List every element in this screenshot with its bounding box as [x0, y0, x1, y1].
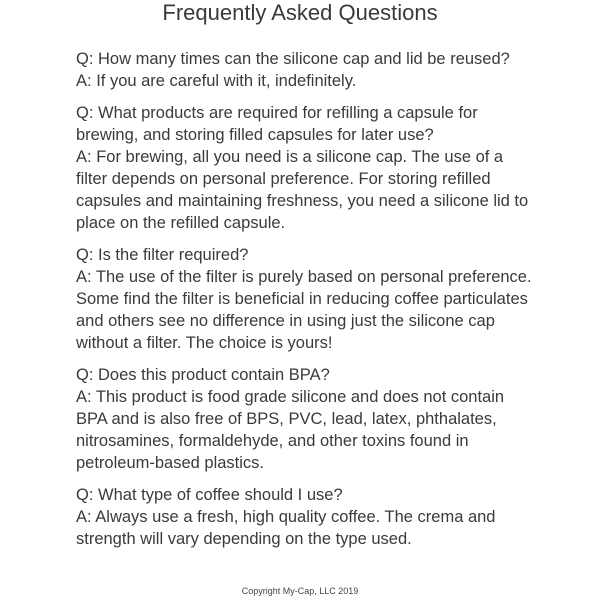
faq-item	[76, 364, 536, 474]
answer-prefix: A:	[76, 388, 92, 406]
faq-item	[76, 102, 536, 234]
question-prefix: Q:	[76, 246, 94, 264]
answer-text: This product is food grade silicone and does not contain BPA and is also free of BPS, PVC, lead, latex, phthalates, nitrosamines, formaldehyde, and other toxins found in petroleum-based plastics.	[76, 388, 505, 472]
question-text: What products are required for refilling a capsule for brewing, and storing filled capsules for later use?	[76, 104, 478, 144]
page-title: Frequently Asked Questions	[162, 0, 438, 25]
answer-text: The use of the filter is purely based on personal preference. Some find the filter is beneficial in reducing coffee particulates and others see no difference in using just the silicone cap without a filter. The choice is yours!	[76, 268, 532, 352]
answer-prefix: A:	[76, 148, 92, 166]
faq-list	[76, 48, 536, 560]
faq-item	[76, 48, 536, 92]
faq-answer	[76, 266, 536, 354]
faq-question	[76, 484, 536, 506]
question-prefix: Q:	[76, 50, 94, 68]
answer-text: Always use a fresh, high quality coffee. The crema and strength will vary depending on the type used.	[76, 508, 496, 548]
question-text: Does this product contain BPA?	[98, 366, 330, 384]
question-prefix: Q:	[76, 486, 94, 504]
faq-question	[76, 48, 536, 70]
answer-prefix: A:	[76, 508, 92, 526]
answer-prefix: A:	[76, 72, 92, 90]
answer-text: For brewing, all you need is a silicone cap. The use of a filter depends on personal preference. For storing refilled capsules and maintaining freshness, you need a silicone lid to place on the refilled capsule.	[76, 148, 529, 232]
faq-answer	[76, 386, 536, 474]
answer-prefix: A:	[76, 268, 92, 286]
faq-question	[76, 102, 536, 146]
question-prefix: Q:	[76, 104, 94, 122]
question-text: How many times can the silicone cap and lid be reused?	[98, 50, 510, 68]
answer-text: If you are careful with it, indefinitely.	[96, 72, 357, 90]
copyright-notice: Copyright My-Cap, LLC 2019	[241, 586, 359, 596]
faq-item	[76, 484, 536, 550]
faq-question	[76, 364, 536, 386]
question-text: Is the filter required?	[98, 246, 249, 264]
faq-question	[76, 244, 536, 266]
faq-item	[76, 244, 536, 354]
faq-answer	[76, 506, 536, 550]
faq-answer	[76, 70, 536, 92]
question-prefix: Q:	[76, 366, 94, 384]
faq-answer	[76, 146, 536, 234]
question-text: What type of coffee should I use?	[98, 486, 343, 504]
